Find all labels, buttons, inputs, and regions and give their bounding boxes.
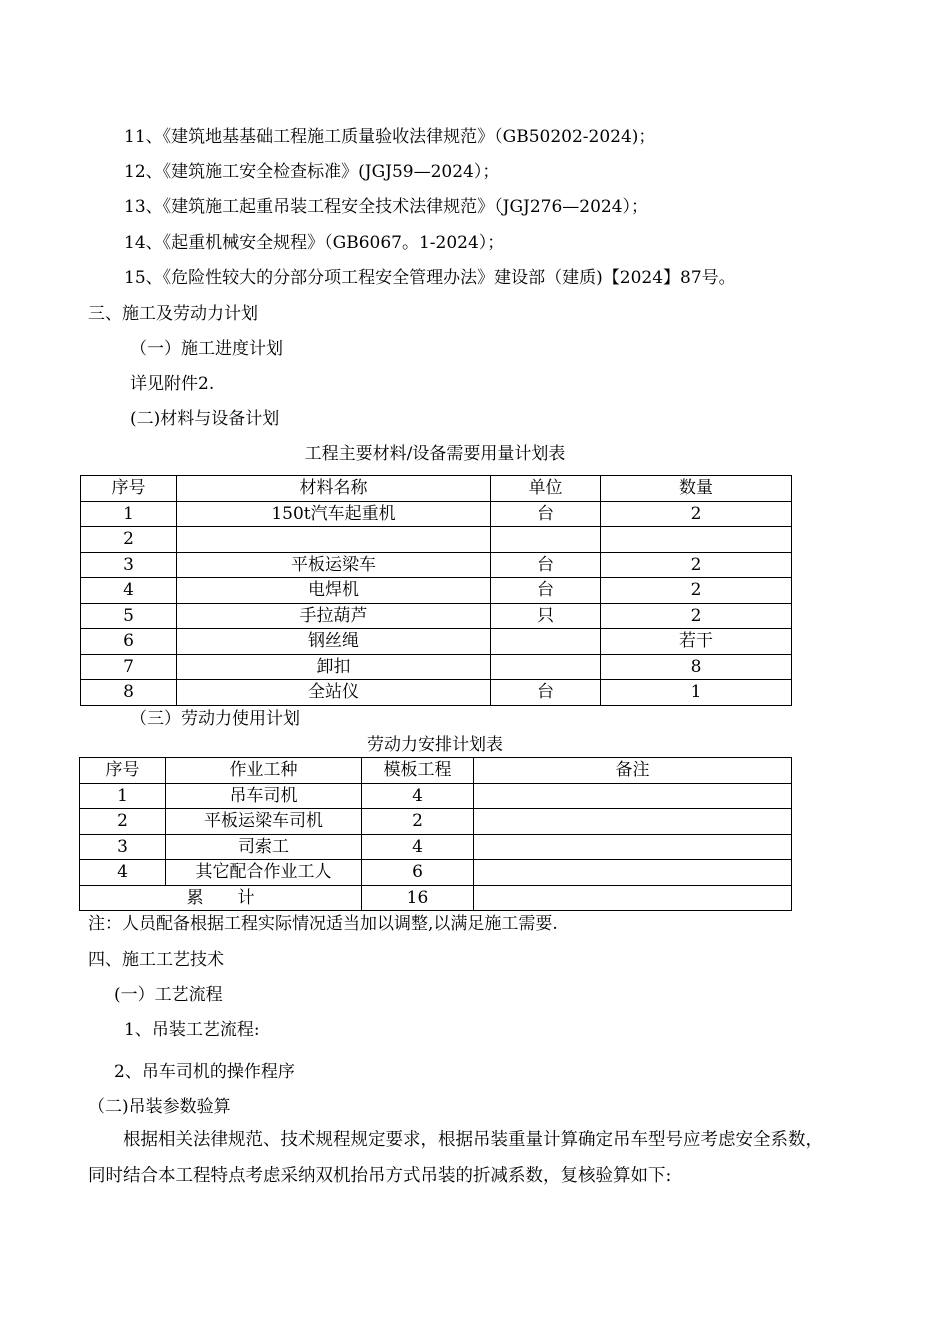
table-row	[81, 654, 792, 680]
table-cell: 1	[80, 783, 166, 809]
table-row	[80, 834, 792, 860]
table-cell: 若干	[601, 629, 792, 655]
reference-item: 11、《建筑地基基础工程施工质量验收法律规范》（GB50202-2024)；	[124, 127, 656, 147]
list-item: 2、吊车司机的操作程序	[114, 1062, 295, 1082]
table-row	[81, 603, 792, 629]
header-cell: 序号	[81, 476, 177, 502]
subsection-heading: (一）工艺流程	[114, 985, 223, 1005]
table-cell: 2	[80, 809, 166, 835]
header-cell: 数量	[601, 476, 792, 502]
reference-item: 15、《危险性较大的分部分项工程安全管理办法》建设部（建质)【2024】87号。	[124, 268, 736, 288]
table-cell: 6	[362, 860, 474, 886]
total-value-cell: 16	[362, 885, 474, 911]
body-paragraph: 根据相关法律规范、技术规程规定要求，根据吊装重量计算确定吊车型号应考虑安全系数，同时结合本工程特点考虑采纳双机抬吊方式吊装的折减系数，复核验算如下:	[88, 1130, 823, 1186]
table-cell: 7	[81, 654, 177, 680]
table-cell: 只	[491, 603, 601, 629]
table-cell: 台	[491, 680, 601, 706]
table-cell	[474, 834, 792, 860]
table-cell: 司索工	[166, 834, 362, 860]
table-cell: 4	[362, 783, 474, 809]
header-cell: 单位	[491, 476, 601, 502]
total-label-cell: 累 计	[80, 885, 362, 911]
table-cell: 4	[80, 860, 166, 886]
table-cell: 8	[601, 654, 792, 680]
table-row	[81, 578, 792, 604]
table-row	[81, 680, 792, 706]
table-cell: 吊车司机	[166, 783, 362, 809]
table-header-row	[80, 758, 792, 784]
table-cell: 3	[81, 552, 177, 578]
table-cell: 台	[491, 501, 601, 527]
labor-table	[79, 757, 792, 911]
table-row	[81, 527, 792, 553]
table-cell: 平板运梁车	[177, 552, 491, 578]
table-cell	[177, 527, 491, 553]
table-cell: 2	[81, 527, 177, 553]
materials-table	[80, 475, 792, 706]
header-cell: 作业工种	[166, 758, 362, 784]
table-cell	[474, 860, 792, 886]
table-cell	[474, 783, 792, 809]
reference-item: 12、《建筑施工安全检查标准》(JGJ59—2024）；	[124, 162, 500, 182]
table-row	[81, 629, 792, 655]
table-cell	[601, 527, 792, 553]
reference-item: 13、《建筑施工起重吊装工程安全技术法律规范》（JGJ276—2024）；	[124, 197, 649, 217]
table-cell	[474, 809, 792, 835]
table-cell: 平板运梁车司机	[166, 809, 362, 835]
table-cell: 卸扣	[177, 654, 491, 680]
table-cell: 2	[601, 552, 792, 578]
table-cell	[474, 885, 792, 911]
subsection-heading: （三）劳动力使用计划	[130, 709, 300, 729]
subsection-heading: （二)吊装参数验算	[88, 1097, 231, 1117]
body-text: 详见附件2.	[130, 374, 215, 394]
table-cell: 2	[601, 578, 792, 604]
table-cell	[491, 629, 601, 655]
table-cell: 手拉葫芦	[177, 603, 491, 629]
table-cell: 台	[491, 578, 601, 604]
table-row	[81, 552, 792, 578]
table-row	[80, 860, 792, 886]
table-cell: 150t汽车起重机	[177, 501, 491, 527]
section-heading: 四、施工工艺技术	[88, 950, 224, 970]
table-caption: 劳动力安排计划表	[367, 735, 503, 755]
table-header-row	[81, 476, 792, 502]
subsection-heading: (二)材料与设备计划	[130, 409, 280, 429]
header-cell: 备注	[474, 758, 792, 784]
table-cell: 8	[81, 680, 177, 706]
table-cell: 6	[81, 629, 177, 655]
table-row	[80, 783, 792, 809]
header-cell: 序号	[80, 758, 166, 784]
table-cell: 全站仪	[177, 680, 491, 706]
table-cell: 5	[81, 603, 177, 629]
table-cell	[491, 527, 601, 553]
section-heading: 三、施工及劳动力计划	[88, 304, 258, 324]
table-cell: 2	[601, 603, 792, 629]
table-cell	[491, 654, 601, 680]
table-cell: 钢丝绳	[177, 629, 491, 655]
table-cell: 1	[81, 501, 177, 527]
list-item: 1、吊装工艺流程:	[124, 1020, 260, 1040]
table-total-row	[80, 885, 792, 911]
table-row	[80, 809, 792, 835]
table-cell: 台	[491, 552, 601, 578]
reference-item: 14、《起重机械安全规程》（GB6067。1-2024）；	[124, 233, 505, 253]
table-row	[81, 501, 792, 527]
table-cell: 电焊机	[177, 578, 491, 604]
table-cell: 2	[362, 809, 474, 835]
table-cell: 3	[80, 834, 166, 860]
subsection-heading: （一）施工进度计划	[130, 339, 283, 359]
table-cell: 4	[81, 578, 177, 604]
table-cell: 其它配合作业工人	[166, 860, 362, 886]
header-cell: 材料名称	[177, 476, 491, 502]
table-cell: 4	[362, 834, 474, 860]
table-caption: 工程主要材料/设备需要用量计划表	[304, 444, 566, 464]
table-cell: 1	[601, 680, 792, 706]
table-cell: 2	[601, 501, 792, 527]
header-cell: 模板工程	[362, 758, 474, 784]
table-note: 注：人员配备根据工程实际情况适当加以调整,以满足施工需要.	[88, 914, 558, 934]
